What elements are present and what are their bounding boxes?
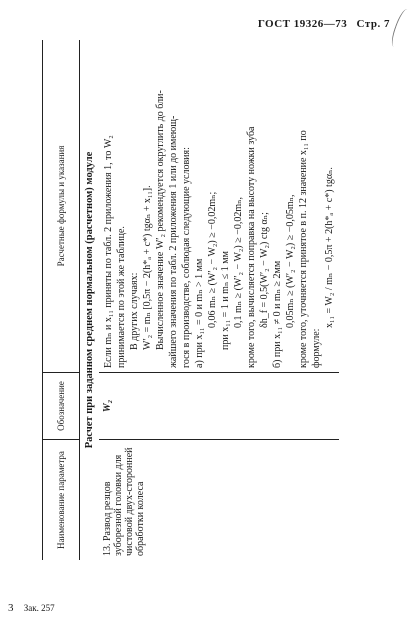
parameters-table [42,40,339,560]
page-label: Стр. 7 [356,18,390,30]
section-row [80,40,100,560]
formula-line: б) при x₁₁ ≠ 0 и mₙ ≥ 2мм [272,260,283,368]
column-header-symbol: Обозначение [43,373,80,440]
formula-line: гося в производстве, соблюдая следующие условия: [181,147,192,368]
formula-line: а) при x₁₁ = 0 и mₙ > 1 мм [194,258,205,368]
formula-line: формуле: [311,328,322,368]
formula-line: W′₂ = mₙ [0,5π − 2(h*ₐ + c*) tgαₙ + x₁₁]. [142,185,153,350]
formula-line: жайшего значения по табл. 2 приложения 1 или до имеющ- [168,115,179,368]
formula-line: кроме того, уточняется принятое в п. 12 значение x₁₁ по [298,130,309,368]
param-name: 13. Развод резцов зуборезной головки для чистовой двух-сторонней обработки колеса [102,447,146,556]
formula-line: Вычисленное значение W′₂ рекомендуется округлить до бли- [155,90,166,350]
formula-line: δh_f = 0,5(W′₂ − W₂) ctg αₙ; [259,212,270,328]
param-symbol: W₂ [99,373,339,440]
page-footer [8,602,55,614]
section-title: Расчет при заданном среднем нормальном (расчетном) модуле [84,151,95,449]
formula-line: Если mₙ и x₁₁ приняты по табл. 2 приложения 1, то W₂ [103,135,114,368]
column-header-formulas: Расчетные формулы и указания [43,40,80,373]
gost-number: ГОСТ 19326—73 [257,18,348,30]
formula-line: 0,1 mₙ ≥ (W′₂ − W₂) ≥ −0,02mₙ, [233,197,244,328]
formula-line: кроме того, вычисляется поправка на высоту ножки зуба [246,126,257,368]
formula-line: принимается по этой же таблице. [116,226,127,368]
formula-line: x₁₁ = W₂ / mₙ − 0,5π + 2(h*ₐ + c*) tgαₙ. [324,167,335,328]
table-header-row [43,40,80,560]
formula-line: 0,05mₙ ≥ (W′₂ − W₂) ≥ −0,05mₙ, [285,194,296,328]
rotated-table-block [42,40,402,560]
page-number: 3 [8,602,14,614]
order-number: Зак. 257 [23,603,55,613]
formula-line: при x₁₁ = 1 и mₙ ≤ 1 мм [220,251,231,350]
formula-line: 0,06 mₙ ≥ (W′₂ − W₂) ≥ −0,02mₙ; [207,191,218,328]
formula-cell [99,40,339,373]
formula-line: В других случаях: [129,272,140,350]
page-header [252,18,390,30]
column-header-parameter: Наименование параметра [43,440,80,561]
table-row [99,40,339,560]
